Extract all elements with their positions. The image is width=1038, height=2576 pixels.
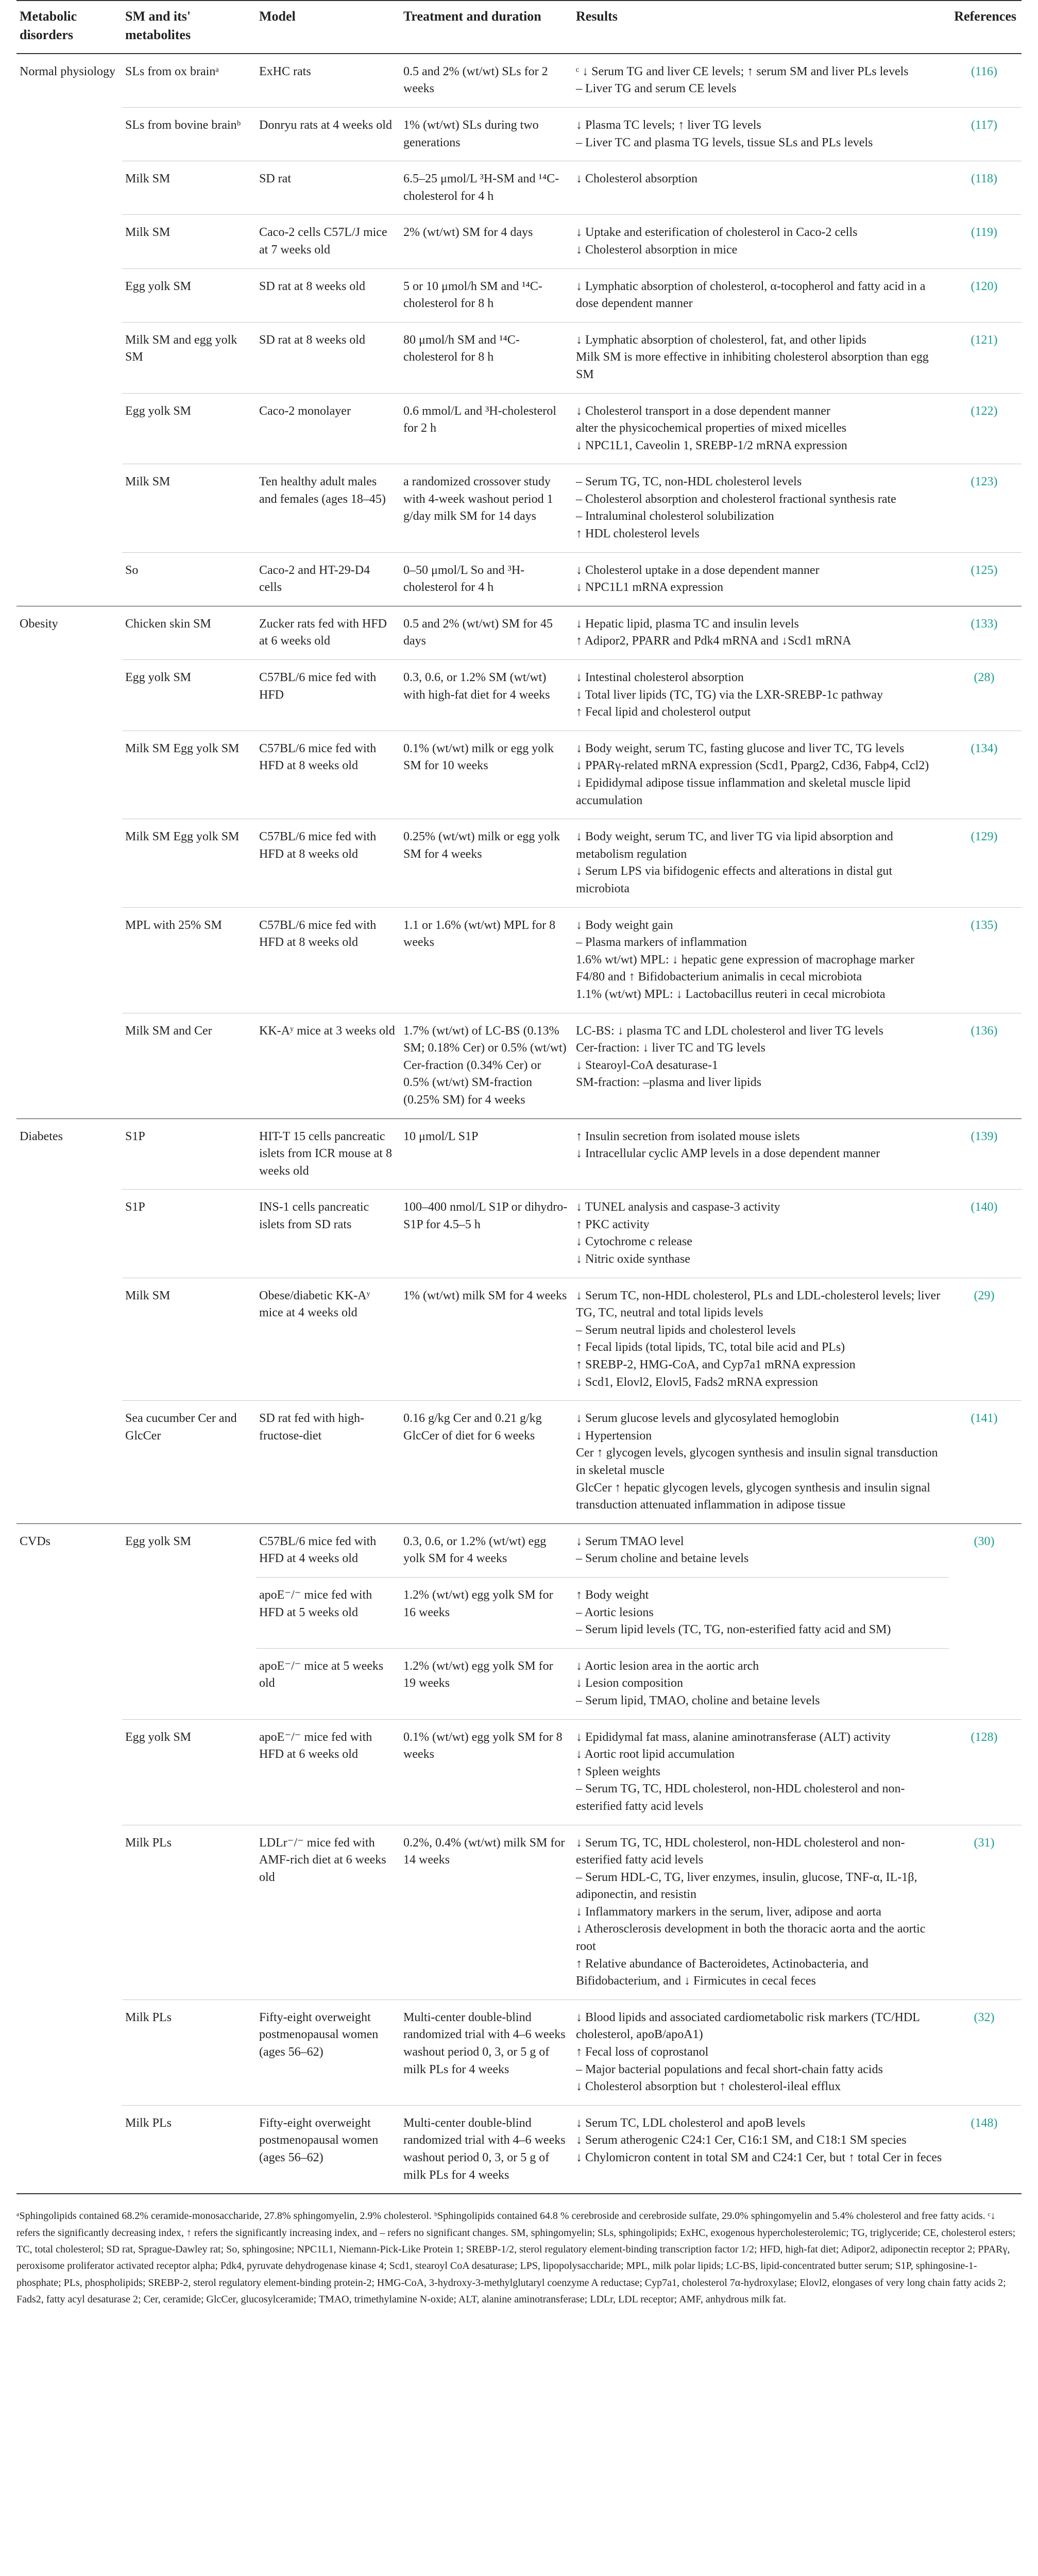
result-line: alter the physicochemical properties of mixed micelles: [576, 421, 847, 435]
result-line: ↓ Total liver lipids (TC, TG) via the LXR-SREBP-1c pathway: [576, 688, 883, 702]
cell-sm-metabolite: Milk PLs: [122, 1999, 256, 2105]
table-row: [16, 215, 1022, 268]
result-line: – Aortic lesions: [576, 1605, 654, 1619]
result-line: ↓ Hepatic lipid, plasma TC and insulin levels: [576, 617, 799, 631]
result-line: ↓ Cholesterol uptake in a dose dependent manner: [576, 563, 820, 577]
table-row: [16, 1719, 1022, 1825]
table-row: [16, 1577, 1022, 1648]
cell-results: [573, 1523, 949, 1577]
table-row: [16, 1648, 1022, 1719]
cell-treatment: 0.1% (wt/wt) milk or egg yolk SM for 10 weeks: [400, 731, 573, 819]
result-line: Cer-fraction: ↓ liver TC and TG levels: [576, 1041, 765, 1055]
cell-results: [573, 107, 949, 161]
cell-model: apoE⁻/⁻ mice fed with HFD at 6 weeks old: [256, 1719, 400, 1825]
cell-model: C57BL/6 mice fed with HFD at 8 weeks old: [256, 731, 400, 819]
table-row: [16, 1825, 1022, 1999]
cell-results: [573, 1013, 949, 1118]
result-line: ↑ SREBP-2, HMG-CoA, and Cyp7a1 mRNA expression: [576, 1358, 856, 1372]
cell-model: Fifty-eight overweight postmenopausal women (ages 56–62): [256, 1999, 400, 2105]
cell-sm-metabolite: Egg yolk SM: [122, 1719, 256, 1825]
cell-reference: (136): [949, 1013, 1022, 1118]
cell-model: LDLr⁻/⁻ mice fed with AMF-rich diet at 6 weeks old: [256, 1825, 400, 1999]
cell-model: Fifty-eight overweight postmenopausal women (ages 56–62): [256, 2105, 400, 2193]
result-line: ↑ Spleen weights: [576, 1765, 660, 1778]
result-line: ↓ Epididymal fat mass, alanine aminotransferase (ALT) activity: [576, 1730, 891, 1744]
result-line: – Serum TG, TC, HDL cholesterol, non-HDL cholesterol and non-esterified fatty acid levels: [576, 1782, 905, 1813]
result-line: ↑ Insulin secretion from isolated mouse islets: [576, 1129, 800, 1143]
table-row: [16, 1278, 1022, 1401]
result-line: ↓ NPC1L1 mRNA expression: [576, 581, 724, 595]
cell-reference: (31): [949, 1825, 1022, 1999]
cell-results: [573, 393, 949, 464]
cell-results: [573, 464, 949, 552]
cell-treatment: 1.1 or 1.6% (wt/wt) MPL for 8 weeks: [400, 907, 573, 1013]
cell-metabolic-disorder: Obesity: [16, 606, 122, 1118]
cell-sm-metabolite: Milk SM: [122, 1278, 256, 1401]
result-line: ↓ Plasma TC levels; ↑ liver TG levels: [576, 118, 761, 132]
cell-model: SD rat fed with high-fructose-diet: [256, 1401, 400, 1524]
cell-treatment: 0.3, 0.6, or 1.2% SM (wt/wt) with high-fat diet for 4 weeks: [400, 660, 573, 731]
header-results: Results: [573, 1, 949, 54]
result-line: ↓ Epididymal adipose tissue inflammation and skeletal muscle lipid accumulation: [576, 776, 911, 807]
cell-model: Caco-2 cells C57L/J mice at 7 weeks old: [256, 215, 400, 268]
cell-treatment: 5 or 10 μmol/h SM and ¹⁴C-cholesterol for 8 h: [400, 268, 573, 322]
result-line: ↓ Serum TC, LDL cholesterol and apoB levels: [576, 2116, 806, 2130]
header-references: References: [949, 1, 1022, 54]
cell-results: [573, 215, 949, 268]
result-line: 1.1% (wt/wt) MPL: ↓ Lactobacillus reuteri in cecal microbiota: [576, 987, 886, 1001]
result-line: ↓ Scd1, Elovl2, Elovl5, Fads2 mRNA expression: [576, 1375, 818, 1389]
cell-sm-metabolite: SLs from bovine brainᵇ: [122, 107, 256, 161]
result-line: – Serum neutral lipids and cholesterol levels: [576, 1323, 796, 1337]
cell-model: apoE⁻/⁻ mice at 5 weeks old: [256, 1648, 400, 1719]
result-line: ↓ Cholesterol absorption but ↑ cholesterol-ileal efflux: [576, 2080, 841, 2094]
cell-model: C57BL/6 mice fed with HFD at 4 weeks old: [256, 1523, 400, 1577]
result-line: ↓ Serum atherogenic C24:1 Cer, C16:1 SM, and C18:1 SM species: [576, 2133, 907, 2147]
cell-model: C57BL/6 mice fed with HFD at 8 weeks old: [256, 907, 400, 1013]
cell-treatment: 0.3, 0.6, or 1.2% (wt/wt) egg yolk SM for 4 weeks: [400, 1523, 573, 1577]
cell-model: SD rat at 8 weeks old: [256, 268, 400, 322]
cell-sm-metabolite: Milk SM and egg yolk SM: [122, 322, 256, 393]
table-row: [16, 660, 1022, 731]
cell-results: [573, 161, 949, 215]
cell-reference: (117): [949, 107, 1022, 161]
result-line: Milk SM is more effective in inhibiting cholesterol absorption than egg SM: [576, 350, 929, 381]
table-row: [16, 464, 1022, 552]
table-row: [16, 107, 1022, 161]
cell-sm-metabolite: Egg yolk SM: [122, 393, 256, 464]
cell-reference: [949, 1577, 1022, 1648]
cell-reference: (116): [949, 54, 1022, 108]
cell-results: [573, 1401, 949, 1524]
result-line: ↓ Atherosclerosis development in both the thoracic aorta and the aortic root: [576, 1922, 926, 1954]
result-line: ↓ Chylomicron content in total SM and C24:1 Cer, but ↑ total Cer in feces: [576, 2151, 942, 2164]
cell-results: [573, 322, 949, 393]
cell-sm-metabolite: Chicken skin SM: [122, 606, 256, 659]
cell-reference: (29): [949, 1278, 1022, 1401]
cell-reference: (135): [949, 907, 1022, 1013]
cell-sm-metabolite: Milk SM: [122, 161, 256, 215]
cell-results: [573, 1825, 949, 1999]
cell-model: apoE⁻/⁻ mice fed with HFD at 5 weeks old: [256, 1577, 400, 1648]
cell-model: Obese/diabetic KK-Aʸ mice at 4 weeks old: [256, 1278, 400, 1401]
cell-reference: (128): [949, 1719, 1022, 1825]
result-line: ↓ Body weight, serum TC, and liver TG via lipid absorption and metabolism regulation: [576, 830, 893, 861]
result-line: ↓ Blood lipids and associated cardiometabolic risk markers (TC/HDL cholesterol, apoB/apoA1): [576, 2010, 920, 2042]
cell-treatment: 1.2% (wt/wt) egg yolk SM for 16 weeks: [400, 1577, 573, 1648]
cell-reference: (28): [949, 660, 1022, 731]
cell-model: Caco-2 and HT-29-D4 cells: [256, 552, 400, 606]
cell-reference: (121): [949, 322, 1022, 393]
result-line: ↓ NPC1L1, Caveolin 1, SREBP-1/2 mRNA expression: [576, 438, 847, 452]
data-table: [16, 0, 1022, 2193]
cell-sm-metabolite: Egg yolk SM: [122, 660, 256, 731]
cell-results: [573, 1648, 949, 1719]
cell-results: [573, 1999, 949, 2105]
result-line: ↑ PKC activity: [576, 1217, 650, 1231]
result-line: ↓ Aortic lesion area in the aortic arch: [576, 1659, 759, 1673]
result-line: ↓ Lymphatic absorption of cholesterol, fat, and other lipids: [576, 333, 866, 347]
cell-treatment: 1.7% (wt/wt) of LC-BS (0.13% SM; 0.18% Cer) or 0.5% (wt/wt) Cer-fraction (0.34% Cer) or 0.5% (wt/wt) SM-fraction (0.25% SM) for 4 weeks: [400, 1013, 573, 1118]
cell-reference: (30): [949, 1523, 1022, 1577]
cell-results: [573, 1278, 949, 1401]
cell-reference: (123): [949, 464, 1022, 552]
cell-treatment: 1% (wt/wt) milk SM for 4 weeks: [400, 1278, 573, 1401]
result-line: ↓ Cholesterol absorption: [576, 172, 697, 186]
cell-sm-metabolite: Milk SM: [122, 464, 256, 552]
header-sm-metabolites: SM and its' metabolites: [122, 1, 256, 54]
cell-treatment: 80 μmol/h SM and ¹⁴C-cholesterol for 8 h: [400, 322, 573, 393]
result-line: ↑ Body weight: [576, 1588, 649, 1602]
cell-sm-metabolite: S1P: [122, 1190, 256, 1278]
result-line: ᶜ ↓ Serum TG and liver CE levels; ↑ serum SM and liver PLs levels: [576, 64, 909, 78]
cell-reference: (148): [949, 2105, 1022, 2193]
cell-results: [573, 819, 949, 907]
cell-reference: (120): [949, 268, 1022, 322]
cell-reference: (129): [949, 819, 1022, 907]
result-line: – Serum TG, TC, non-HDL cholesterol levels: [576, 475, 802, 489]
cell-reference: (32): [949, 1999, 1022, 2105]
cell-treatment: 0.2%, 0.4% (wt/wt) milk SM for 14 weeks: [400, 1825, 573, 1999]
result-line: Cer ↑ glycogen levels, glycogen synthesis and insulin signal transduction in skeletal muscle: [576, 1446, 938, 1477]
table-row: [16, 161, 1022, 215]
cell-treatment: 100–400 nmol/L S1P or dihydro-S1P for 4.5–5 h: [400, 1190, 573, 1278]
cell-results: [573, 660, 949, 731]
table-row: [16, 393, 1022, 464]
cell-treatment: 0–50 μmol/L So and ³H-cholesterol for 4 h: [400, 552, 573, 606]
cell-model: C57BL/6 mice fed with HFD at 8 weeks old: [256, 819, 400, 907]
cell-reference: (139): [949, 1118, 1022, 1190]
table-row: [16, 1999, 1022, 2105]
result-line: ↑ Fecal loss of coprostanol: [576, 2045, 709, 2059]
table-row: [16, 819, 1022, 907]
cell-sm-metabolite: MPL with 25% SM: [122, 907, 256, 1013]
result-line: – Liver TG and serum CE levels: [576, 82, 737, 96]
result-line: – Serum lipid levels (TC, TG, non-esterified fatty acid and SM): [576, 1623, 891, 1637]
table-row: [16, 54, 1022, 108]
result-line: ↑ Fecal lipid and cholesterol output: [576, 705, 751, 719]
result-line: ↑ HDL cholesterol levels: [576, 527, 700, 541]
result-line: ↓ Hypertension: [576, 1429, 652, 1443]
result-line: ↓ Intestinal cholesterol absorption: [576, 671, 744, 685]
cell-model: KK-Aʸ mice at 3 weeks old: [256, 1013, 400, 1118]
cell-reference: (140): [949, 1190, 1022, 1278]
cell-sm-metabolite: Milk SM Egg yolk SM: [122, 731, 256, 819]
cell-sm-metabolite: Egg yolk SM: [122, 1523, 256, 1577]
page: [16, 0, 1022, 2308]
cell-model: Caco-2 monolayer: [256, 393, 400, 464]
cell-sm-metabolite: Milk SM: [122, 215, 256, 268]
cell-model: Donryu rats at 4 weeks old: [256, 107, 400, 161]
header-metabolic-disorders: Metabolic disorders: [16, 1, 122, 54]
cell-sm-metabolite: Egg yolk SM: [122, 268, 256, 322]
result-line: ↑ Relative abundance of Bacteroidetes, Actinobacteria, and Bifidobacterium, and ↓ Firmicutes in cecal feces: [576, 1957, 869, 1988]
table-row: [16, 322, 1022, 393]
table-row: [16, 552, 1022, 606]
cell-results: [573, 1577, 949, 1648]
cell-metabolic-disorder: Diabetes: [16, 1118, 122, 1523]
cell-treatment: 10 μmol/L S1P: [400, 1118, 573, 1190]
result-line: – Serum lipid, TMAO, choline and betaine levels: [576, 1693, 820, 1707]
result-line: ↓ PPARγ-related mRNA expression (Scd1, Pparg2, Cd36, Fabp4, Ccl2): [576, 759, 929, 773]
result-line: ↑ Adipor2, PPARR and Pdk4 mRNA and ↓Scd1 mRNA: [576, 634, 852, 648]
result-line: ↓ Lesion composition: [576, 1676, 683, 1690]
footnotes: [16, 2193, 1022, 2308]
cell-reference: (125): [949, 552, 1022, 606]
cell-treatment: 0.1% (wt/wt) egg yolk SM for 8 weeks: [400, 1719, 573, 1825]
result-line: GlcCer ↑ hepatic glycogen levels, glycogen synthesis and insulin signal transduction attenuated inflammation in adipose tissue: [576, 1481, 930, 1512]
cell-results: [573, 54, 949, 108]
cell-treatment: Multi-center double-blind randomized trial with 4–6 weeks washout period 0, 3, or 5 g of milk PLs for 4 weeks: [400, 2105, 573, 2193]
cell-model: ExHC rats: [256, 54, 400, 108]
cell-treatment: 0.6 mmol/L and ³H-cholesterol for 2 h: [400, 393, 573, 464]
header-model: Model: [256, 1, 400, 54]
cell-model: Ten healthy adult males and females (ages 18–45): [256, 464, 400, 552]
cell-results: [573, 2105, 949, 2193]
result-line: LC-BS: ↓ plasma TC and LDL cholesterol and liver TG levels: [576, 1024, 883, 1038]
result-line: ↓ Serum glucose levels and glycosylated hemoglobin: [576, 1412, 839, 1426]
cell-sm-metabolite: SLs from ox brainᵃ: [122, 54, 256, 108]
result-line: ↓ Cholesterol transport in a dose dependent manner: [576, 404, 830, 418]
result-line: ↓ Stearoyl-CoA desaturase-1: [576, 1058, 718, 1072]
result-line: ↓ TUNEL analysis and caspase-3 activity: [576, 1200, 780, 1214]
cell-results: [573, 1190, 949, 1278]
cell-metabolic-disorder: Normal physiology: [16, 54, 122, 606]
cell-results: [573, 731, 949, 819]
cell-treatment: 6.5–25 μmol/L ³H-SM and ¹⁴C-cholesterol for 4 h: [400, 161, 573, 215]
cell-model: HIT-T 15 cells pancreatic islets from ICR mouse at 8 weeks old: [256, 1118, 400, 1190]
cell-model: C57BL/6 mice fed with HFD: [256, 660, 400, 731]
cell-treatment: 0.5 and 2% (wt/wt) SM for 45 days: [400, 606, 573, 659]
cell-treatment: 2% (wt/wt) SM for 4 days: [400, 215, 573, 268]
table-row: [16, 1523, 1022, 1577]
result-line: ↓ Body weight, serum TC, fasting glucose and liver TC, TG levels: [576, 741, 905, 755]
cell-reference: (122): [949, 393, 1022, 464]
cell-reference: (141): [949, 1401, 1022, 1524]
cell-sm-metabolite: So: [122, 552, 256, 606]
cell-reference: (133): [949, 606, 1022, 659]
cell-sm-metabolite: [122, 1577, 256, 1648]
cell-model: SD rat: [256, 161, 400, 215]
cell-sm-metabolite: Sea cucumber Cer and GlcCer: [122, 1401, 256, 1524]
table-row: [16, 606, 1022, 659]
cell-reference: [949, 1648, 1022, 1719]
cell-metabolic-disorder: CVDs: [16, 1523, 122, 2193]
table-row: [16, 268, 1022, 322]
result-line: ↓ Aortic root lipid accumulation: [576, 1748, 735, 1761]
result-line: ↓ Serum TG, TC, HDL cholesterol, non-HDL cholesterol and non-esterified fatty acid levels: [576, 1836, 905, 1867]
cell-results: [573, 1719, 949, 1825]
cell-sm-metabolite: Milk PLs: [122, 1825, 256, 1999]
result-line: ↓ Intracellular cyclic AMP levels in a dose dependent manner: [576, 1147, 880, 1161]
result-line: ↓ Lymphatic absorption of cholesterol, α-tocopherol and fatty acid in a dose dependent manner: [576, 279, 926, 311]
cell-results: [573, 606, 949, 659]
table-row: [16, 2105, 1022, 2193]
table-row: [16, 907, 1022, 1013]
cell-results: [573, 907, 949, 1013]
table-header: [16, 1, 1022, 54]
cell-treatment: 0.25% (wt/wt) milk or egg yolk SM for 4 weeks: [400, 819, 573, 907]
cell-treatment: 1.2% (wt/wt) egg yolk SM for 19 weeks: [400, 1648, 573, 1719]
cell-sm-metabolite: Milk SM and Cer: [122, 1013, 256, 1118]
result-line: ↓ Body weight gain: [576, 918, 673, 932]
result-line: 1.6% wt/wt) MPL: ↓ hepatic gene expression of macrophage marker F4/80 and ↑ Bifidobacterium animalis in cecal microbiota: [576, 953, 915, 984]
cell-reference: (118): [949, 161, 1022, 215]
cell-sm-metabolite: S1P: [122, 1118, 256, 1190]
header-treatment: Treatment and duration: [400, 1, 573, 54]
result-line: ↓ Inflammatory markers in the serum, liver, adipose and aorta: [576, 1905, 881, 1919]
result-line: ↓ Serum TC, non-HDL cholesterol, PLs and LDL-cholesterol levels; liver TG, TC, neutral and total lipids levels: [576, 1289, 941, 1320]
cell-reference: (134): [949, 731, 1022, 819]
table-row: [16, 1401, 1022, 1524]
result-line: ↓ Nitric oxide synthase: [576, 1252, 690, 1266]
table-row: [16, 731, 1022, 819]
table-body: [16, 54, 1022, 2193]
cell-model: Zucker rats fed with HFD at 6 weeks old: [256, 606, 400, 659]
result-line: – Liver TC and plasma TG levels, tissue SLs and PLs levels: [576, 135, 873, 149]
cell-model: INS-1 cells pancreatic islets from SD rats: [256, 1190, 400, 1278]
result-line: – Serum HDL-C, TG, liver enzymes, insulin, glucose, TNF-α, IL-1β, adiponectin, and resistin: [576, 1870, 917, 1902]
cell-treatment: 1% (wt/wt) SLs during two generations: [400, 107, 573, 161]
cell-sm-metabolite: Milk PLs: [122, 2105, 256, 2193]
result-line: – Cholesterol absorption and cholesterol fractional synthesis rate: [576, 492, 896, 506]
result-line: ↓ Cholesterol absorption in mice: [576, 243, 738, 257]
cell-results: [573, 552, 949, 606]
result-line: ↓ Serum LPS via bifidogenic effects and alterations in distal gut microbiota: [576, 865, 893, 895]
result-line: ↓ Serum TMAO level: [576, 1534, 684, 1548]
result-line: – Intraluminal cholesterol solubilization: [576, 510, 774, 523]
result-line: ↓ Uptake and esterification of cholesterol in Caco-2 cells: [576, 226, 858, 240]
table-row: [16, 1118, 1022, 1190]
result-line: ↑ Fecal lipids (total lipids, TC, total bile acid and PLs): [576, 1341, 845, 1354]
result-line: – Major bacterial populations and fecal short-chain fatty acids: [576, 2062, 883, 2076]
cell-sm-metabolite: [122, 1648, 256, 1719]
cell-sm-metabolite: Milk SM Egg yolk SM: [122, 819, 256, 907]
cell-treatment: 0.5 and 2% (wt/wt) SLs for 2 weeks: [400, 54, 573, 108]
footnote-text: ᵃSphingolipids contained 68.2% ceramide-monosaccharide, 27.8% sphingomyelin, 2.9% cholesterol. ᵇSphingolipids contained 64.8 % cerebroside and cerebroside sulfate, 29.0% sphingomyelin and 5.4% cholesterol and free fatty acids. ᶜ↓ refers the significantly decreasing index, ↑ refers the significantly increasing index, and – refers no significant changes. SM, sphingomyelin; SLs, sphingolipids; ExHC, exogenous hypercholesterolemic; TG, triglyceride; CE, cholesterol esters; TC, total cholesterol; SD rat, Sprague-Dawley rat; So, sphingosine; NPC1L1, Niemann-Pick-Like Protein 1; SREBP-1/2, sterol regulatory element-binding transcription factor 1/2; HFD, high-fat diet; Adipor2, adiponectin receptor 2; PPARγ, peroxisome proliferator activated receptor alpha; Pdk4, pyruvate dehydrogenase kinase 4; Scd1, stearoyl CoA desaturase; LPS, lipopolysaccharide; MPL, milk polar lipids; LC-BS, lipid-concentrated butter serum; S1P, sphingosine-1-phosphate; PLs, phospholipids; SREBP-2, sterol regulatory element-binding protein-2; HMG-CoA, 3-hydroxy-3-methylglutaryl coenzyme A reductase; Cyp7a1, cholesterol 7α-hydroxylase; Elovl2, elongases of very long chain fatty acids 2; Fads2, fatty acyl desaturase 2; Cer, ceramide; GlcCer, glucosylceramide; TMAO, trimethylamine N-oxide; ALT, alanine aminotransferase; LDLr, LDL receptor; AMF, anhydrous milk fat.: [16, 2210, 1016, 2306]
cell-results: [573, 1118, 949, 1190]
cell-treatment: 0.16 g/kg Cer and 0.21 g/kg GlcCer of diet for 6 weeks: [400, 1401, 573, 1524]
result-line: ↓ Cytochrome c release: [576, 1235, 692, 1249]
result-line: – Serum choline and betaine levels: [576, 1552, 749, 1566]
cell-model: SD rat at 8 weeks old: [256, 322, 400, 393]
result-line: SM-fraction: –plasma and liver lipids: [576, 1076, 761, 1090]
cell-reference: (119): [949, 215, 1022, 268]
cell-treatment: Multi-center double-blind randomized trial with 4–6 weeks washout period 0, 3, or 5 g of milk PLs for 4 weeks: [400, 1999, 573, 2105]
cell-results: [573, 268, 949, 322]
result-line: – Plasma markers of inflammation: [576, 936, 747, 950]
table-row: [16, 1190, 1022, 1278]
cell-treatment: a randomized crossover study with 4-week washout period 1 g/day milk SM for 14 days: [400, 464, 573, 552]
table-row: [16, 1013, 1022, 1118]
